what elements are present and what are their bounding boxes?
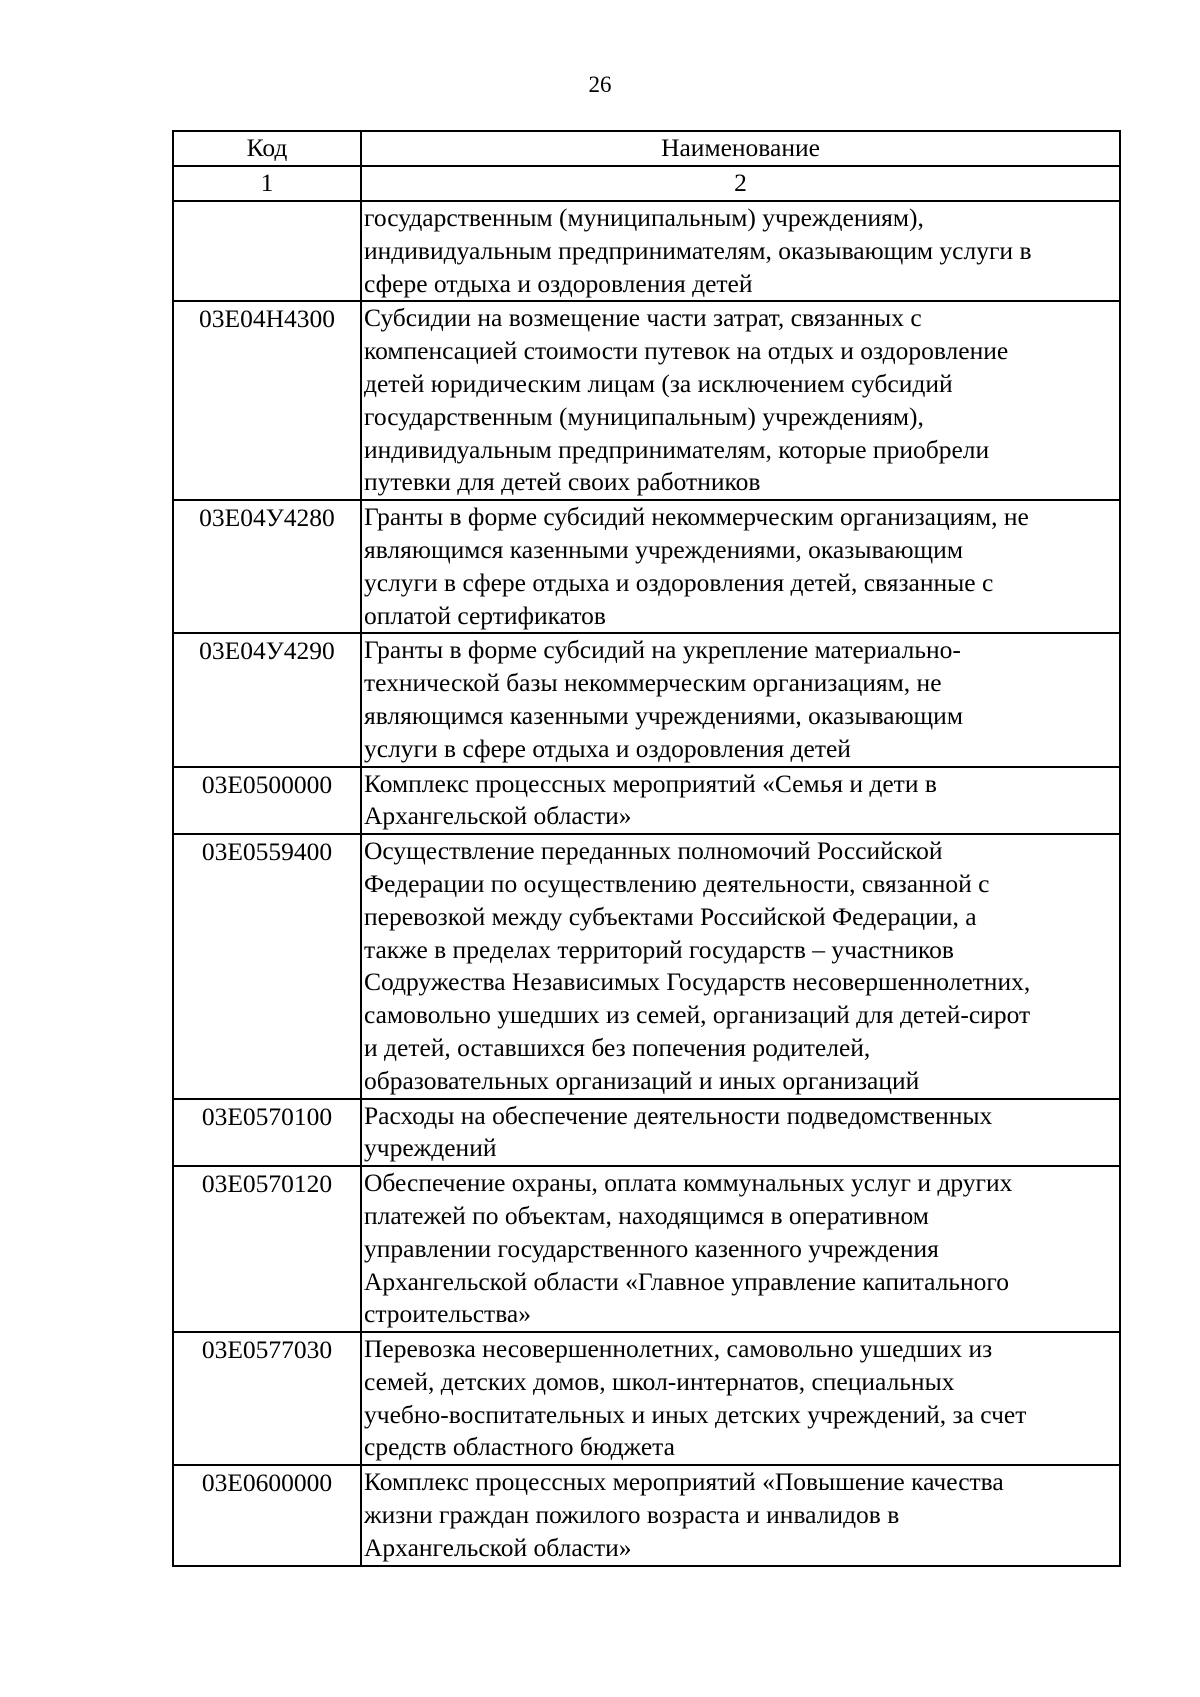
row-name-line: Архангельской области» (364, 1532, 632, 1562)
row-name (361, 1332, 1120, 1465)
table-row (173, 1166, 1120, 1332)
row-name (361, 1465, 1120, 1565)
row-name-line: также в пределах территорий государств – участников (364, 934, 954, 964)
row-name (361, 500, 1120, 633)
row-name-line: жизни граждан пожилого возраста и инвалидов в (364, 1500, 900, 1530)
row-name-line: детей юридическим лицам (за исключением субсидий (364, 368, 953, 398)
row-code: 03Е04У4290 (173, 633, 361, 766)
table-row (173, 834, 1120, 1098)
table-row (173, 201, 1120, 301)
row-code: 03Е0570100 (173, 1099, 361, 1167)
row-name-line: управлении государственного казенного учреждения (364, 1233, 939, 1263)
row-name-line: путевки для детей своих работников (364, 467, 761, 497)
row-name-line: услуги в сфере отдыха и оздоровления детей, связанные с (364, 567, 994, 597)
row-name-line: платежей по объектам, находящимся в оперативном (364, 1200, 929, 1230)
row-code: 03Е04У4280 (173, 500, 361, 633)
row-name-line: Гранты в форме субсидий некоммерческим организациям, не (364, 502, 1029, 532)
row-name-line: образовательных организаций и иных организаций (364, 1065, 920, 1095)
row-name-line: технической базы некоммерческим организациям, не (364, 668, 942, 698)
row-name-line: являющимся казенными учреждениями, оказывающим (364, 700, 963, 730)
row-name-line: являющимся казенными учреждениями, оказывающим (364, 534, 963, 564)
row-name-line: Гранты в форме субсидий на укрепление материально- (364, 635, 961, 665)
row-name-line: Комплекс процессных мероприятий «Семья и дети в (364, 768, 937, 798)
row-code: 03Е0577030 (173, 1332, 361, 1465)
header-code: Код (173, 131, 361, 166)
table-header (173, 131, 1120, 201)
row-name-line: учебно-воспитательных и иных детских учреждений, за счет (364, 1399, 1027, 1429)
row-name-line: Субсидии на возмещение части затрат, связанных с (364, 303, 922, 333)
row-name (361, 633, 1120, 766)
row-name-line: учреждений (364, 1133, 497, 1163)
row-name-line: Обеспечение охраны, оплата коммунальных услуг и других (364, 1168, 1013, 1198)
table-row (173, 767, 1120, 835)
row-name-line: Архангельской области «Главное управление капитального (364, 1266, 1009, 1296)
table-row (173, 1332, 1120, 1465)
row-name (361, 301, 1120, 500)
row-code: 03Е0600000 (173, 1465, 361, 1565)
table-row (173, 500, 1120, 633)
column-number-2: 2 (361, 166, 1120, 201)
table-row (173, 1465, 1120, 1565)
column-number-1: 1 (173, 166, 361, 201)
header-name: Наименование (361, 131, 1120, 166)
row-name-line: Осуществление переданных полномочий Российской (364, 836, 943, 866)
row-name (361, 834, 1120, 1098)
row-name-line: Федерации по осуществлению деятельности, связанной с (364, 868, 990, 898)
row-name-line: Перевозка несовершеннолетних, самовольно ушедших из (364, 1334, 993, 1364)
row-code: 03Е0570120 (173, 1166, 361, 1332)
page-number: 26 (588, 72, 612, 97)
row-name-line: и детей, оставшихся без попечения родителей, (364, 1032, 871, 1062)
row-name-line: перевозкой между субъектами Российской Федерации, а (364, 901, 977, 931)
table-row (173, 1099, 1120, 1167)
row-name-line: семей, детских домов, школ-интернатов, специальных (364, 1366, 955, 1396)
row-code: 03Е0559400 (173, 834, 361, 1098)
row-name (361, 1099, 1120, 1167)
row-name-line: государственным (муниципальным) учреждениям), (364, 203, 924, 232)
row-code: 03Е0500000 (173, 767, 361, 835)
row-name-line: индивидуальным предпринимателям, которые приобрели (364, 434, 990, 464)
table-row (173, 633, 1120, 766)
header-row (173, 131, 1120, 166)
row-code: 03Е04Н4300 (173, 301, 361, 500)
row-name (361, 201, 1120, 301)
row-name-line: компенсацией стоимости путевок на отдых и оздоровление (364, 336, 1009, 366)
row-name-line: Расходы на обеспечение деятельности подведомственных (364, 1100, 993, 1130)
row-name-line: оплатой сертификатов (364, 600, 606, 630)
row-name-line: государственным (муниципальным) учреждениям), (364, 401, 924, 431)
row-code (173, 201, 361, 301)
row-name-line: Комплекс процессных мероприятий «Повышение качества (364, 1467, 1004, 1497)
row-name-line: сфере отдыха и оздоровления детей (364, 268, 753, 298)
row-name-line: Архангельской области» (364, 801, 632, 831)
table-row (173, 301, 1120, 500)
row-name-line: средств областного бюджета (364, 1432, 675, 1462)
row-name-line: Содружества Независимых Государств несовершеннолетних, (364, 967, 1031, 997)
row-name (361, 1166, 1120, 1332)
row-name-line: самовольно ушедших из семей, организаций для детей-сирот (364, 1000, 1031, 1030)
column-number-row (173, 166, 1120, 201)
row-name-line: услуги в сфере отдыха и оздоровления детей (364, 733, 851, 763)
row-name-line: индивидуальным предпринимателям, оказывающим услуги в (364, 235, 1032, 265)
table-body (173, 201, 1120, 1566)
row-name-line: строительства» (364, 1299, 531, 1329)
budget-codes-table (172, 130, 1121, 1567)
row-name (361, 767, 1120, 835)
